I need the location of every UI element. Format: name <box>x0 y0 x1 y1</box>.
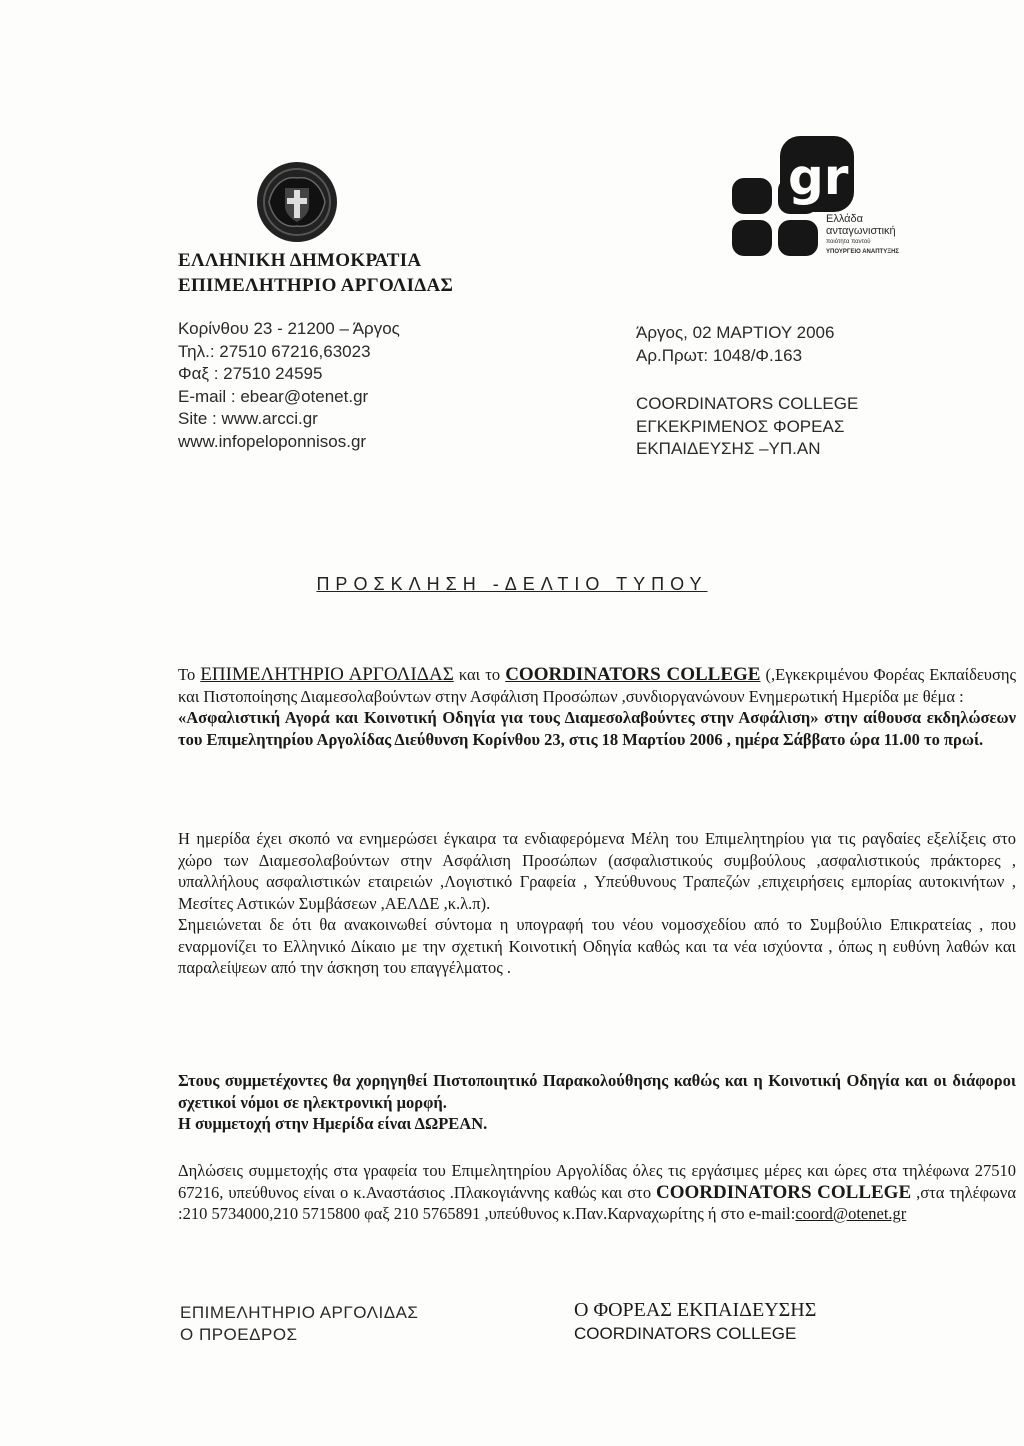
logo-line-2: ανταγωνιστική <box>826 225 896 237</box>
contact-email: E-mail : ebear@otenet.gr <box>178 386 369 406</box>
sig-right-line-2: COORDINATORS COLLEGE <box>574 1324 797 1343</box>
chamber-name: ΕΠΙΜΕΛΗΤΗΡΙΟ ΑΡΓΟΛΙΔΑΣ <box>200 664 454 685</box>
certificate-text: Στους συμμετέχοντες θα χορηγηθεί Πιστοποιητικό Παρακολούθησης καθώς και η Κοινοτική Οδηγία και οι διάφοροι σχετικοί νόμοι σε ηλεκτρονική μορφή. <box>178 1071 1016 1112</box>
logo-line-4: ΥΠΟΥΡΓΕΙΟ ΑΝΑΠΤΥΞΗΣ <box>826 249 900 255</box>
sig-left-line-1: ΕΠΙΜΕΛΗΤΗΡΙΟ ΑΡΓΟΛΙΔΑΣ <box>180 1303 419 1322</box>
p1-text-2: και το <box>453 665 506 684</box>
contact-block <box>178 318 400 453</box>
document-title: ΠΡΟΣΚΛΗΣΗ -ΔΕΛΤΙΟ ΤΥΠΟΥ <box>316 574 708 594</box>
contact-phone: Τηλ.: 27510 67216,63023 <box>178 341 371 361</box>
signature-right <box>574 1298 816 1346</box>
purpose-paragraph <box>178 828 1016 979</box>
registration-paragraph <box>178 1160 1016 1225</box>
invitation-paragraph <box>178 664 1016 750</box>
college-block <box>636 393 858 461</box>
note-text: Σημειώνεται δε ότι θα ανακοινωθεί σύντομα η υπογραφή του νέου νομοσχεδίου από το Συμβούλιο Επικρατείας , που εναρμονίζει το Ελληνικό Δίκαιο με την σχετική Κοινοτική Οδηγία καθώς και τα νέα ισχύοντα , όπως η ευθύνη λαθών και παραλείψεων από την άσκηση του επαγγέλματος . <box>178 915 1016 977</box>
contact-address: Κορίνθου 23 - 21200 – Άργος <box>178 319 400 338</box>
p4-college-name: COORDINATORS COLLEGE <box>656 1181 912 1203</box>
heading-line-2: ΕΠΙΜΕΛΗΤΗΡΙΟ ΑΡΓΟΛΙΔΑΣ <box>178 275 454 296</box>
date-protocol-block <box>636 322 834 367</box>
greek-republic-emblem-icon <box>255 160 339 244</box>
college-line-3: ΕΚΠΑΙΔΕΥΣΗΣ –ΥΠ.ΑΝ <box>636 439 821 458</box>
contact-site-2: www.infopeloponnisos.gr <box>178 431 367 451</box>
heading-line-1: ΕΛΛΗΝΙΚΗ ΔΗΜΟΚΡΑΤΙΑ <box>178 250 422 271</box>
logo-mark: gr <box>788 148 849 206</box>
logo-line-3: ποιότητα παντού <box>826 239 871 245</box>
college-name: COORDINATORS COLLEGE <box>505 664 761 685</box>
protocol-number: Αρ.Πρωτ: 1048/Φ.163 <box>636 345 803 365</box>
p4-text-2: ,στα τηλέφωνα :210 5734000,210 5715800 φαξ 210 5765891 ,υπεύθυνος κ.Παν.Καρναχωρίτης ή στο e-mail: <box>178 1182 1016 1223</box>
sig-right-line-1: Ο ΦΟΡΕΑΣ ΕΚΠΑΙΔΕΥΣΗΣ <box>574 1299 817 1321</box>
college-line-2: ΕΓΚΕΚΡΙΜΕΝΟΣ ΦΟΡΕΑΣ <box>636 416 845 436</box>
sig-left-line-2: Ο ΠΡΟΕΔΡΟΣ <box>180 1325 298 1344</box>
p1-text-1: Το <box>178 665 201 684</box>
signature-left <box>180 1302 418 1346</box>
event-details: «Ασφαλιστική Αγορά και Κοινοτική Οδηγία για τους Διαμεσολαβούντες στην Ασφάλιση» στην αίθουσα εκδηλώσεων του Επιμελητηρίου Αργολίδας Διεύθυνση Κορίνθου 23, στις 18 Μαρτίου 2006 , ημέρα Σάββατο ώρα 11.00 το πρωί. <box>178 708 1016 749</box>
certificate-paragraph <box>178 1070 1016 1135</box>
free-participation-text: Η συμμετοχή στην Ημερίδα είναι ΔΩΡΕΑΝ. <box>178 1114 488 1133</box>
p4-text-1: Δηλώσεις συμμετοχής στα γραφεία του Επιμελητηρίου Αργολίδας όλες τις εργάσιμες μέρες και ώρες στα τηλέφωνα 27510 67216, υπεύθυνος είναι ο κ.Αναστάσιος .Πλακογιάννης καθώς και στο <box>178 1161 1016 1202</box>
purpose-text: Η ημερίδα έχει σκοπό να ενημερώσει έγκαιρα τα ενδιαφερόμενα Μέλη του Επιμελητηρίου για τις ραγδαίες εξελίξεις στο χώρο των Διαμεσολαβούντων στην Ασφάλιση Προσώπων (ασφαλιστικούς συμβούλους ,ασφαλιστικούς πράκτορες , υπαλλήλους ασφαλιστικών εταιρειών ,Λογιστικό Γραφεία , Υπεύθυνους Τραπεζών ,επιχειρήσεις εμπορίας αυτοκινήτων , Μεσίτες Αστικών Συμβάσεων ,ΑΕΛΔΕ ,κ.λ.π). <box>178 829 1016 913</box>
logo-line-1: Ελλάδα <box>826 213 864 225</box>
contact-email-link[interactable]: coord@otenet.gr <box>795 1204 907 1223</box>
logo-caption <box>826 213 899 258</box>
issuer-heading <box>178 248 453 298</box>
college-line-1: COORDINATORS COLLEGE <box>636 394 859 413</box>
document-date: Άργος, 02 ΜΑΡΤΙΟΥ 2006 <box>636 323 835 342</box>
contact-site: Site : www.arcci.gr <box>178 409 318 428</box>
p1-text-3: (,Εγκεκριμένου Φορέας Εκπαίδευσης και Πιστοποίησης Διαμεσολαβούντων στην Ασφάλιση Προσώπων ,συνδιοργανώνουν Ενημερωτική Ημερίδα με θέμα : <box>178 665 1017 706</box>
contact-fax: Φαξ : 27510 24595 <box>178 364 323 383</box>
